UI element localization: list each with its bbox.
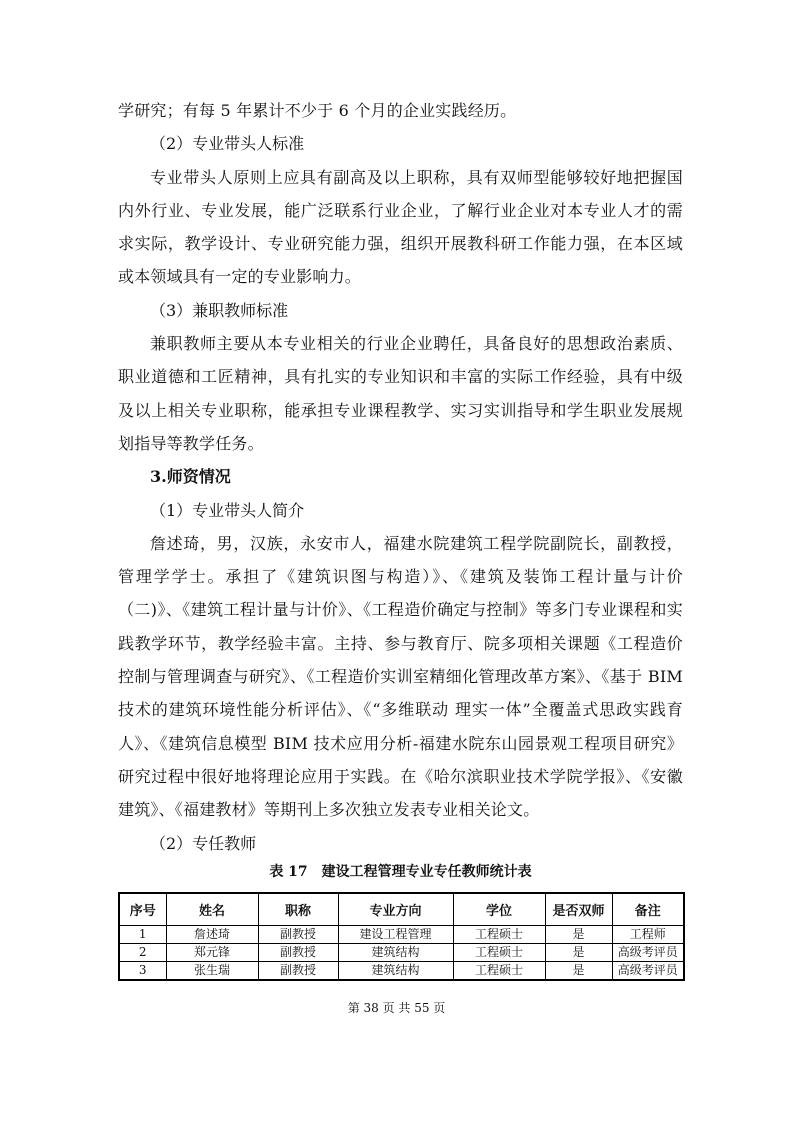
paragraph-practice-experience: 学研究；有每 5 年累计不少于 6 个月的企业实践经历。: [118, 101, 517, 120]
paragraph-leader-standard: 专业带头人原则上应具有副高及以上职称，具有双师型能够较好地把握国内外行业、专业发展，能广泛联系行业企业，了解行业企业对本专业人才的需求实际，教学设计、专业研究能力强，组织开展教科研工作能力强，在本区域或本领域具有一定的专业影响力。: [118, 167, 683, 287]
table-cell: 副教授: [258, 925, 338, 943]
table-cell: 工程硕士: [453, 961, 545, 980]
table-row: [119, 943, 684, 961]
table-row: [119, 961, 684, 980]
column-header: 专业方向: [338, 893, 453, 926]
subheading-parttime-standard: （3）兼职教师标准: [150, 300, 289, 320]
table-cell: 张生瑞: [166, 961, 258, 980]
table-cell: 建设工程管理: [338, 925, 453, 943]
column-header: 职称: [258, 893, 338, 926]
table-cell: 工程硕士: [453, 943, 545, 961]
table-cell: 建筑结构: [338, 961, 453, 980]
table-cell: 工程师: [612, 925, 684, 943]
table-header-row: [119, 893, 684, 926]
table-cell: 1: [119, 925, 166, 943]
table-row: [119, 925, 684, 943]
table-caption: 表 17 建设工程管理专业专任教师统计表: [269, 863, 532, 880]
column-header: 序号: [119, 893, 166, 926]
table-cell: 詹述琦: [166, 925, 258, 943]
page-content: [118, 94, 683, 981]
subheading-leader-intro: （1）专业带头人简介: [150, 500, 305, 520]
table-cell: 副教授: [258, 961, 338, 980]
subheading-leader-standard: （2）专业带头人标准: [150, 134, 305, 154]
table-cell: 是: [545, 943, 612, 961]
table-cell: 高级考评员: [612, 943, 684, 961]
section-heading-faculty: 3.师资情况: [150, 467, 231, 487]
table-cell: 是: [545, 961, 612, 980]
subheading-fulltime-teachers: （2）专任教师: [150, 833, 257, 853]
column-header: 是否双师: [545, 893, 612, 926]
table-cell: 2: [119, 943, 166, 961]
table-cell: 副教授: [258, 943, 338, 961]
column-header: 备注: [612, 893, 684, 926]
paragraph-parttime-standard: 兼职教师主要从本专业相关的行业企业聘任，具备良好的思想政治素质、职业道德和工匠精神，具有扎实的专业知识和丰富的实际工作经验，具有中级及以上相关专业职称，能承担专业课程教学、实习实训指导和学生职业发展规划指导等教学任务。: [118, 334, 683, 453]
table-cell: 高级考评员: [612, 961, 684, 980]
table-cell: 郑元锋: [166, 943, 258, 961]
paragraph-leader-intro: 詹述琦，男，汉族，永安市人，福建水院建筑工程学院副院长，副教授，管理学学士。承担了《建筑识图与构造）》、《建筑及装饰工程计量与计价（二)》、《建筑工程计量与计价》、《工程造价确定与控制》等多门专业课程和实践教学环节，教学经验丰富。主持、参与教育厅、院多项相关课题《工程造价控制与管理调查与研究》、《工程造价实训室精细化管理改革方案》、《基于 BIM 技术的建筑环境性能分析评估》、《“多维联动 理实一体”全覆盖式思政实践育人》、《建筑信息模型 BIM 技术应用分析-福建水院东山园景观工程项目研究》研究过程中很好地将理论应用于实践。在《哈尔滨职业技术学院学报》、《安徽建筑》、《福建教材》等期刊上多次独立发表专业相关论文。: [118, 533, 683, 820]
fulltime-teacher-table: [118, 892, 685, 981]
table-cell: 建筑结构: [338, 943, 453, 961]
column-header: 学位: [453, 893, 545, 926]
table-cell: 3: [119, 961, 166, 980]
page-number-footer: 第 38 页 共 55 页: [347, 1001, 446, 1015]
column-header: 姓名: [166, 893, 258, 926]
table-cell: 是: [545, 925, 612, 943]
table-cell: 工程硕士: [453, 925, 545, 943]
